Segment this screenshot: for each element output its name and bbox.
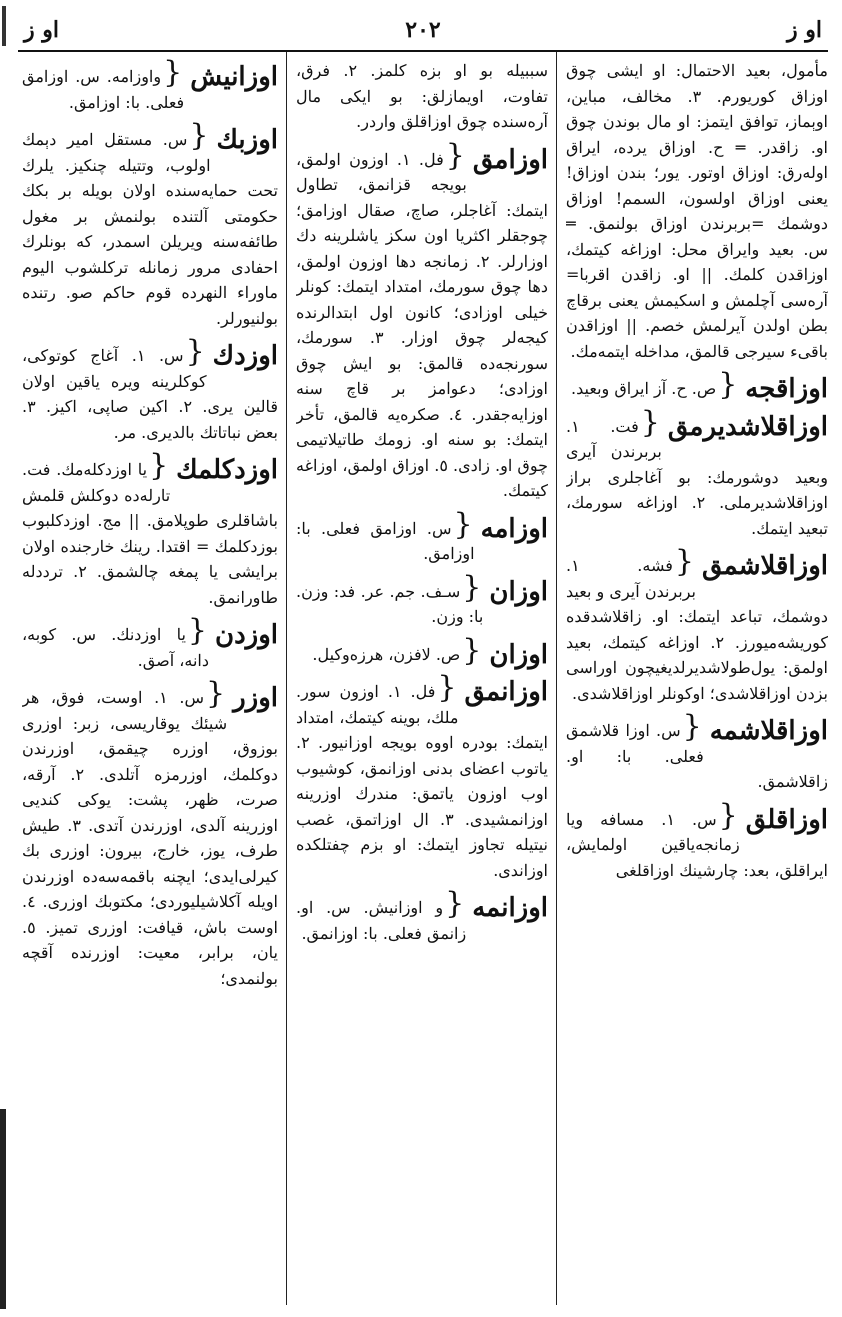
dictionary-entry xyxy=(296,886,548,946)
entry-definition: واوزامه. س. اوزامق فعلى. با: اوزامق. xyxy=(22,67,185,112)
dictionary-entry xyxy=(566,367,828,404)
entry-headword: اوزاقلاشمه xyxy=(709,716,828,746)
brace-mark: { xyxy=(189,118,209,153)
brace-mark: { xyxy=(718,797,738,833)
brace-mark: { xyxy=(163,58,183,90)
entry-headword: اوزبك xyxy=(216,125,278,155)
entry-headword: اوزدكلمك xyxy=(176,455,278,485)
dictionary-entry xyxy=(566,797,828,884)
entry-headword: اوزان xyxy=(489,576,548,607)
entry-definition: يا اوزدنك. س. كوبه، دانه، آصق. xyxy=(22,625,209,670)
entry-definition: فل. ١. اوزون اولمق، بويجه قزانمق، تطاول ايتمك: آغاجلر، صاچ، صقال اوزامق؛ چوجقلر اكثريا اون سكز ياشلرينه دك اوزارلر. ٢. زمانجه دها اوزون اولمق، دها چوق سورمك، امتداد ايتمك: كونلر خيلى اوزادى؛ كانون اول ابتدالرنده كيجه‌لر چوق اوزار. ٣. سورمك، سورنجه‌ده قالمق: بو ايش چوق اوزادى؛ دعوامز بر قاچ سنه اوزايه‌جقدر. ٤. صكره‌يه قالمق، تأخر ايتمك: بو سنه او. زومك طاتيلاتيمى چوق او. زادى. ٥. اوزاق اولمق، اوزاغه كيتمك. xyxy=(296,149,548,500)
dictionary-entry xyxy=(22,448,278,610)
entry-headword: اوزانمق xyxy=(464,677,548,707)
entry-headword: اوزانمه xyxy=(472,893,548,923)
entry-definition: ص. ح. آز ايراق وبعيد. xyxy=(571,379,717,398)
column-rule xyxy=(556,52,557,1305)
entry-definition: ص. لافزن، هرزه‌وكيل. xyxy=(312,644,461,664)
entry-headword: اوزدك xyxy=(212,341,278,371)
running-head-right: او ز xyxy=(786,17,822,43)
brace-mark: { xyxy=(187,613,207,648)
dictionary-entry xyxy=(566,544,828,706)
entry-definition: س. ١. اوست، فوق، هر شيئك يوقاريسى، زبر: اوزرى بوزوق، اوزره چيقمق، اوزرندن دوكلمك، اوزرمزه آتلدى. ٢. آرقه، صرت، ظهر، پشت: يوكى كنديى اوزرينه آلدى، اوزرندن آتدى. ٣. طيش طرف، يوز، خارج، بيرون: اوزرى بك كيرلى‌ايدى؛ ايچنه باقمەسەده اوزرندن اويله آكلاشيليوردى؛ مكتوبك اوزرى. ٤. اوست باش، قيافت: اوزرى تميز. ٥. يان، برابر، معيت: اوزرنده آقچه بولنمدى؛ xyxy=(22,688,278,988)
column-rule xyxy=(286,52,287,1305)
dictionary-entry xyxy=(22,118,278,331)
brace-mark: { xyxy=(462,569,482,605)
entry-definition: فت. ١. بربرندن آيرى وبعيد دوشورمك: بو آغاجلرى براز اوزاقلاشديرملى. ٢. اوزاغه سورمك، تبعيد ايتمك. xyxy=(566,416,828,538)
entry-definition: س. اوزامق فعلى. با: اوزامق. xyxy=(296,518,475,563)
entry-definition: فل. ١. اوزون سور. ملك، بوينه كيتمك، امتداد ايتمك: بودره اووه بويجه اوزانيور. ٢. ياتوب اعضاى بدنى اوزانمق، كوشيوب اوب اوزون ياتمق: مندرك اوزرينه اوزانمشيدى. ٣. ال اوزاتمق، غصب نيتيله تجاوز ايتمك: او بزم چفتلكده اوزاندى. xyxy=(296,682,548,880)
dictionary-entry xyxy=(296,569,548,630)
entry-definition: سببيله بو او بزه كلمز. ٢. فرق، تفاوت، اويمازلق: بو ايكى مال آرەسنده چوق اوزاقلق واردر. xyxy=(296,61,548,131)
entry-definition: سـف. جم. عر. فد: وزن. با: وزن. xyxy=(296,581,484,626)
page-header xyxy=(18,10,828,52)
running-head-left: او ز xyxy=(24,17,60,43)
brace-mark: { xyxy=(640,404,660,440)
brace-mark: { xyxy=(445,137,465,173)
dictionary-entry xyxy=(566,404,828,542)
dictionary-entry xyxy=(566,58,828,364)
dictionary-entry xyxy=(566,709,828,795)
column-right xyxy=(566,58,828,1309)
page-number: ۲۰۲ xyxy=(405,17,441,43)
dictionary-entry xyxy=(22,334,278,445)
dictionary-entry xyxy=(22,58,278,115)
entry-definition: س. اوزا قلاشمق فعلى. با: او. زاقلاشمق. xyxy=(566,721,828,791)
dictionary-entry xyxy=(22,613,278,673)
entry-definition: مأمول، بعيد الاحتمال: او ايشى چوق اوزاق كوريورم. ٣. مخالف، مباين، اوېماز، توافق ايتمز: او مال بوندن چوق او. زاقدر. ═ ح. اوزاق يرده، ايراق اولەرق: اوزاق اوتور. يور؛ بندن اوزاق! يعنى اوزاق اولسون، السمم! اوزاق دوشمك =بربرندن اوزاق بولنمق. ═ س. بعيد وايراق محل: اوزاغه كيتمك، اوزاقدن كلمك. || او. زاقدن اقربا= آرەسى آچلمش و اسكيمش يعنى برقاچ بطن اولدن آيرلمش خصم. || اوزاقدن باقىء سيرجى قالمق، مداخله ايتمەمك. xyxy=(566,61,828,361)
entry-definition: س. ١. آغاج كوتوكى، كوكلرينه ويره ياقين اولان قالين يرى. ٢. اكين صاپى، اكيز. ٣. بعض نباتاتك بالديرى. مر. xyxy=(22,346,278,442)
column-left xyxy=(22,58,278,1309)
entry-headword: اوزامه xyxy=(480,513,548,544)
entry-definition: يا اوزدكلەمك. فت. تارلەده دوكلش قلمش باشاقلرى طوپلامق. || مج. اوزدكلبوب بوزدكلمك = اقتدا. رينك خارجنده اولان برايشى يا پمغه چالشمق. ٢. ترددله طاورانمق. xyxy=(22,460,278,607)
entry-headword: اوزامق xyxy=(472,144,548,175)
brace-mark: { xyxy=(462,632,482,668)
entry-headword: اوزدن xyxy=(214,620,278,650)
dictionary-entry xyxy=(296,670,548,883)
dictionary-entry xyxy=(22,676,278,991)
dictionary-entry xyxy=(296,506,548,567)
brace-mark: { xyxy=(718,367,738,402)
brace-mark: { xyxy=(674,544,694,579)
entry-definition: فشه. ١. بربرندن آيرى و بعيد دوشمك، تباعد ايتمك: او. زاقلاشدقده كوريشه‌ميورز. ٢. اوزاغه كيتمك، بعيد اولمق: يول‌طولاشديرلديغيچون اوراسى بزدن اوزاقلاشدى؛ اوكونلر اوزاقلاشدى. xyxy=(566,556,828,703)
brace-mark: { xyxy=(206,676,226,711)
dictionary-entry xyxy=(296,632,548,670)
brace-mark: { xyxy=(453,506,473,542)
page-edge-mark xyxy=(2,6,6,46)
column-middle xyxy=(296,58,548,1309)
brace-mark: { xyxy=(185,334,205,369)
brace-mark: { xyxy=(149,448,169,483)
entry-headword: اوزاقلاشمق xyxy=(701,551,828,581)
brace-mark: { xyxy=(445,886,465,921)
entry-definition: س. مستقل امير دېمك اولوب، وتتيله چنكيز. يلرك تحت حمايه‌سنده اولان بويله بر بكك حكومتى آلتنده بولنمش بر مغول طائفه‌سنه ويريلن اسمدر، كه بونلرك احفادى مرور زمانله تركلشوب اليوم ماوراء النهرده قوم حاكم صو. رتنده بولنيورلر. xyxy=(22,130,278,328)
dictionary-entry xyxy=(296,137,548,504)
brace-mark: { xyxy=(682,709,702,744)
entry-definition: س. ١. مسافه ويا زمانجه‌ياقين اولمايش، ايراقلق، بعد: چارشينك اوزاقلغى xyxy=(566,809,828,880)
entry-headword: اوزانيش xyxy=(190,62,278,92)
brace-mark: { xyxy=(437,670,457,705)
dictionary-entry xyxy=(296,58,548,135)
entry-headword: اوزاقلاشديرمق xyxy=(667,411,828,442)
page-edge-mark xyxy=(0,1109,6,1309)
entry-headword: اوزر xyxy=(233,683,278,713)
entry-headword: اوزاقلق xyxy=(745,804,828,835)
entry-definition: و اوزانيش. س. او. زانمق فعلى. با: اوزانمق. xyxy=(296,898,467,943)
entry-headword: اوزاقجه xyxy=(745,374,828,404)
entry-headword: اوزان xyxy=(489,639,548,670)
